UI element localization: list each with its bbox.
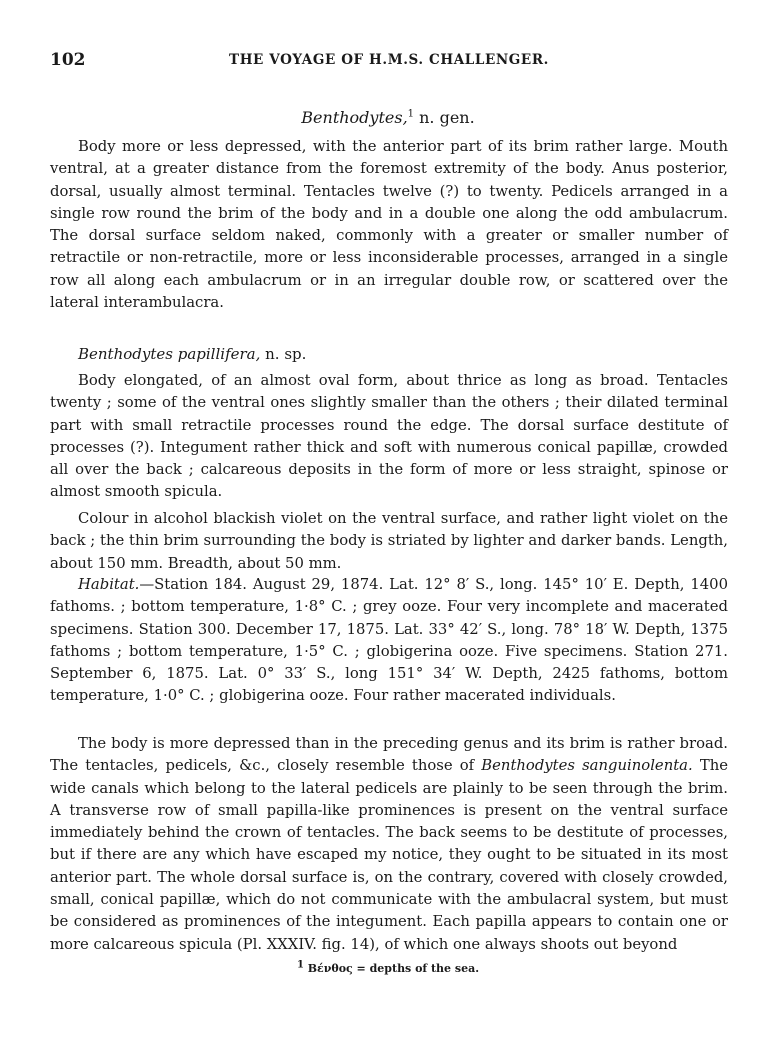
page-header <box>50 50 728 72</box>
habitat-text: —Station 184. August 29, 1874. Lat. 12° 8′ S., long. 145° 10′ E. Depth, 1400 fathoms. ; bottom temperature, 1·8° C. ; grey ooze. Four very incomplete and macerated specimens. Station 300. December 17, 1875. Lat. 33° 42′ S., long. 78° 18′ W. Depth, 1375 fathoms ; bottom temperature, 1·5° C. ; globigerina ooze. Five specimens. Station 271. September 6, 1875. Lat. 0° 33′ S., long 151° 34′ W. Depth, 2425 fathoms, bottom temperature, 1·0° C. ; globigerina ooze. Four rather macerated individuals. <box>50 576 728 705</box>
footnote-mark: 1 <box>296 959 304 971</box>
footnote-reference: 1 <box>407 108 415 120</box>
species-name: Benthodytes papillifera, <box>78 345 261 363</box>
species-suffix: n. sp. <box>260 345 307 363</box>
discussion-text-2: The wide canals which belong to the lateral pedicels are plainly to be seen through the brim. A transverse row of small papilla-like prominences is present on the ventral surface immediately behind the crown of tentacles. The back seems to be destitute of processes, but if there are any which have escaped my notice, they ought to be situated in its most anterior part. The whole dorsal surface is, on the contrary, covered with closely crowded, small, conical papillæ, which do not communicate with the ambulacral system, but must be considered as prominences of the integument. Each papilla appears to contain one or more calcareous spicula (Pl. XXXIV. fig. 14), of which one always shoots out beyond <box>50 757 728 953</box>
species-description: Body elongated, of an almost oval form, about thrice as long as broad. Tentacles twenty ; some of the ventral ones slightly smaller than the others ; their dilated terminal part with small retractile processes round the edge. The dorsal surface destitute of processes (?). Integument rather thick and soft with numerous conical papillæ, crowded all over the back ; calcareous deposits in the form of more or less straight, spinose or almost smooth spicula. <box>50 372 728 501</box>
discussion-species-ref: Benthodytes sanguinolenta. <box>481 757 693 775</box>
running-title: THE VOYAGE OF H.M.S. CHALLENGER. <box>229 52 549 68</box>
discussion-text-1: The body is more depressed than in the preceding genus and its brim is rather broad. The tentacles, pedicels, &c., closely resemble those of <box>50 735 728 775</box>
genus-name: Benthodytes, <box>301 108 408 127</box>
footnote-text: Βένθος = depths of the sea. <box>303 962 480 975</box>
colour-paragraph: Colour in alcohol blackish violet on the ventral surface, and rather light violet on the back ; the thin brim surrounding the body is striated by lighter and darker bands. Length, about 150 mm. Breadth, about 50 mm. <box>50 510 728 572</box>
genus-suffix: n. gen. <box>414 108 475 127</box>
genus-heading <box>0 108 776 127</box>
footnote <box>0 959 776 975</box>
page-number: 102 <box>50 50 86 70</box>
species-heading <box>78 345 306 363</box>
habitat-label: Habitat. <box>78 576 140 593</box>
habitat-paragraph <box>50 574 728 708</box>
discussion-paragraph <box>50 733 728 956</box>
genus-description: Body more or less depressed, with the anterior part of its brim rather large. Mouth ventral, at a greater distance from the foremost extremity of the body. Anus posterior, dorsal, usually almost terminal. Tentacles twelve (?) to twenty. Pedicels arranged in a single row round the brim of the body and in a double one along the odd ambulacrum. The dorsal surface seldom naked, commonly with a greater or smaller number of retractile or non-retractile, more or less inconsiderable processes, arranged in a single row all along each ambulacrum or in an irregular double row, or scattered over the lateral interambulacra. <box>50 138 728 312</box>
